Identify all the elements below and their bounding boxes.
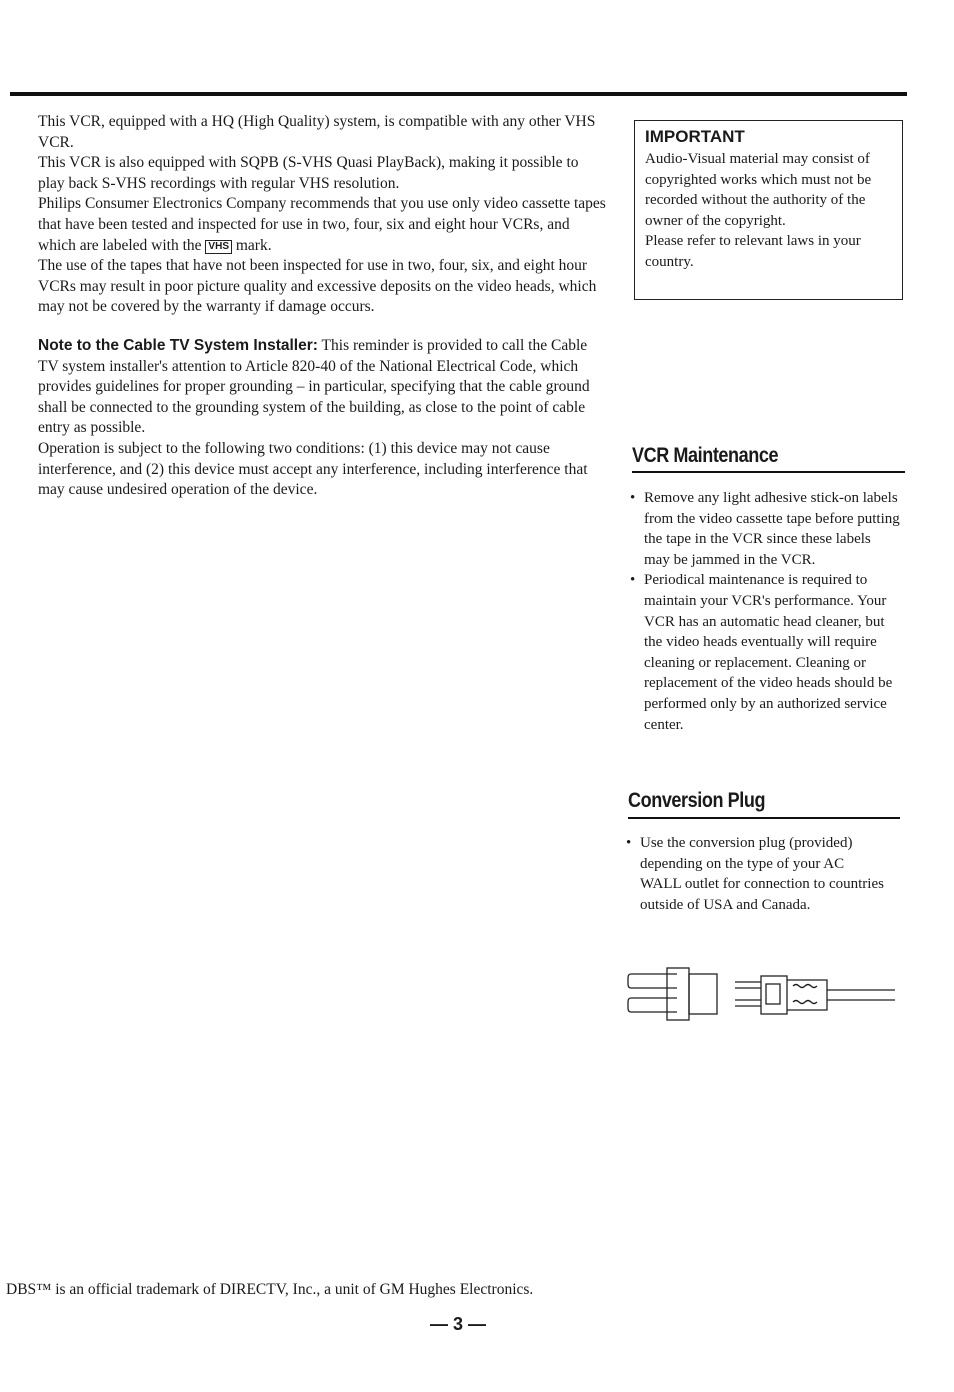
vhs-logo: VHS [205,240,232,254]
list-item: • Periodical maintenance is required to maintain your VCR's performance. Your VCR has an automatic head cleaner, but the video heads eventually will require cleaning or replacement. Cleaning or replacement of the video heads should be performed only by an authorized service center. [630,570,900,735]
cable-installer-note-text: This reminder is provided to call the Cable TV system installer's attention to Article 820-40 of the National Electrical Code, which provides guidelines for proper grounding – in particular, specifying that the cable ground shall be connected to the grounding system of the building, as close to the point of cable entry as possible. [38,336,590,437]
trademark-footnote: DBS™ is an official trademark of DIRECTV, Inc., a unit of GM Hughes Electronics. [6,1281,534,1298]
fcc-conditions-paragraph: Operation is subject to the following two conditions: (1) this device may not cause interference, and (2) this device must accept any interference, including interference that may cause undesired operation of the device. [38,439,588,499]
page-number: — 3 — [430,1314,487,1334]
copyright-notice: Audio-Visual material may consist of copyrighted works which must not be recorded without the authority of the owner of the copyright. [645,151,872,229]
cable-installer-note [38,336,608,439]
important-heading: IMPORTANT [645,127,745,146]
top-rule [10,92,907,96]
vcr-maintenance-rule [632,471,905,473]
sqpb-paragraph: This VCR is also equipped with SQPB (S-VHS Quasi PlayBack), making it possible to play back S-VHS recordings with regular VHS resolution. [38,154,579,192]
tape-recommendation-suffix: mark. [235,236,272,254]
laws-notice: Please refer to relevant laws in your country. [645,233,861,270]
list-item: • Use the conversion plug (provided) depending on the type of your AC WALL outlet for connection to countries outside of USA and Canada. [626,833,888,915]
tape-recommendation-paragraph [38,194,608,256]
list-item: • Remove any light adhesive stick-on labels from the video cassette tape before putting the tape in the VCR since these labels may be jammed in the VCR. [630,488,900,570]
conversion-plug-illustration [627,962,897,1026]
conversion-plug-list [626,833,888,915]
tape-recommendation-text: Philips Consumer Electronics Company recommends that you use only video cassette tapes that have been tested and inspected for use in two, four, six and eight hour VCRs, and which are labeled with the [38,195,606,254]
cable-installer-note-heading: Note to the Cable TV System Installer: [38,336,318,354]
left-column [38,112,608,501]
conversion-plug-heading: Conversion Plug [628,789,766,812]
important-notice-box [634,120,903,300]
uninspected-tapes-paragraph: The use of the tapes that have not been inspected for use in two, four, six, and eight hour VCRs may result in poor picture quality and excessive deposits on the video heads, which may not be covered by the warranty if damage occurs. [38,257,597,316]
conversion-plug-rule [628,817,900,819]
hq-compat-paragraph: This VCR, equipped with a HQ (High Quality) system, is compatible with any other VHS VCR. [38,113,596,151]
vcr-maintenance-list [630,488,900,735]
vcr-maintenance-heading: VCR Maintenance [632,444,779,467]
